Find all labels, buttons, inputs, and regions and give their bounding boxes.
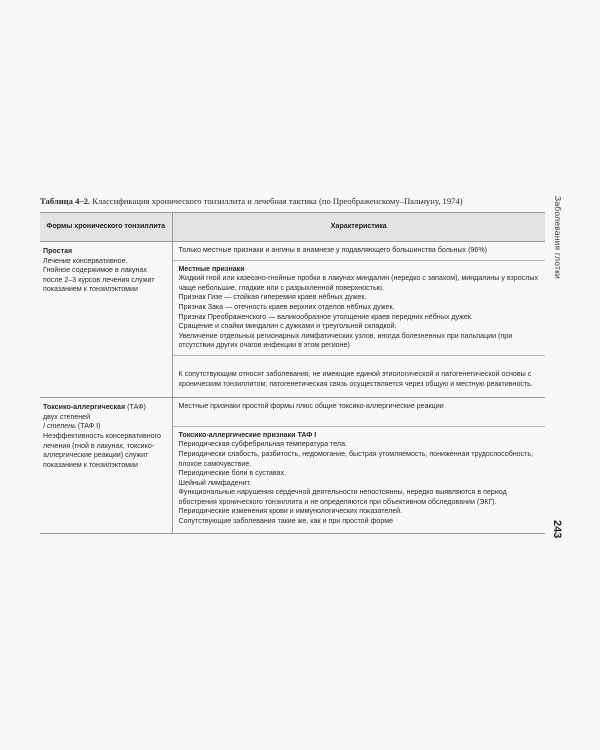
char-line: Признак Преображенского — валикообразное утолщение краев передних нёбных дужек. (178, 312, 473, 321)
classification-table (40, 212, 545, 534)
char-line: Сращение и спайки миндалин с дужками и треугольной складкой. (178, 322, 397, 331)
form-cell-simple (40, 242, 172, 398)
table-caption-label: Таблица 4–2. (40, 196, 91, 206)
char-block (173, 398, 546, 426)
char-line: Периодически слабость, разбитость, недомогание, быстрая утомляемость, пониженная трудоспособность, плохое самочувствие. (178, 449, 534, 468)
char-line: Функциональные нарушения сердечной деятельности непостоянны, нередко выявляются в период обострения хронического тонзиллита и не определяются при объективном обследовании (ЭКГ). (178, 488, 507, 506)
char-line: Сопутствующие заболевания такие же, как и при простой форме (178, 517, 394, 526)
char-line: Увеличение отдельных регионарных лимфатических узлов, иногда болезненных при пальпации (при отсутствии других очагов инфекции в этом регионе) (178, 331, 513, 350)
char-block (173, 426, 546, 533)
form-text-line: Неэффективность консервативного лечения (гной в лакунах, токсико-аллергические реакции) служит показанием к тонзилэктомии (43, 431, 161, 469)
form-title-suffix: (ТАФ) (125, 403, 146, 412)
header-forms: Формы хронического тонзиллита (40, 213, 172, 242)
char-block (173, 260, 546, 355)
char-line: Признак Зака — отечность краев верхних отделов нёбных дужек. (178, 302, 395, 311)
form-degree-line (43, 422, 168, 432)
char-line: Периодические боли в суставах. (178, 469, 287, 478)
form-title-simple: Простая (43, 247, 73, 255)
char-line: Признак Гизе — стойкая гиперемия краев нёбных дужек. (178, 293, 367, 302)
characteristics-cell-toxic-allergic (172, 398, 545, 534)
form-text-line: Гнойное содержимое в лакунах после 2–3 курсов лечения служит показанием к тонзилэктомии (43, 266, 155, 294)
header-characteristics: Характеристика (172, 213, 545, 242)
char-block-title: Токсико-аллергические признаки ТАФ I (178, 430, 317, 439)
table-caption (40, 196, 545, 207)
char-line: Периодические изменения крови и иммунологических показателей. (178, 507, 403, 516)
char-line: Местные признаки простой формы плюс общие токсико-аллергические реакции (178, 402, 444, 411)
table-header-row (40, 213, 545, 242)
char-block (173, 242, 546, 260)
form-text-line: Лечение консервативное. (43, 256, 128, 265)
char-line: Жидкий гной или казеозно-гнойные пробки в лакунах миндалин (нередко с запахом), миндалины у взрослых чаще небольшие, гладкие или с разрыхленной поверхностью. (178, 274, 539, 292)
form-title-toxic-allergic: Токсико-аллергическая (43, 403, 126, 412)
char-line: Периодическая субфебрильная температура тела. (178, 440, 347, 449)
char-line: К сопутствующим относят заболевания, не имеющие единой этиологической и патогенетической основы с хроническим тонзиллитом; патогенетическая связь осуществляется через общую и местную реактивность. (178, 369, 533, 388)
section-running-head: Заболевания глотки (553, 196, 563, 279)
page-number: 243 (551, 520, 563, 539)
form-degree-suffix: (ТАФ I) (75, 422, 101, 431)
char-block (173, 355, 546, 397)
form-text-line: двух степеней (43, 412, 91, 421)
form-cell-toxic-allergic (40, 398, 172, 534)
form-title-line (43, 403, 168, 413)
characteristics-cell-simple (172, 242, 545, 398)
char-block-title: Местные признаки (178, 264, 245, 273)
char-line: Шейный лимфаденит. (178, 478, 252, 487)
char-line: Только местные признаки и ангины в анамнезе у подавляющего большинства больных (96%) (178, 246, 487, 254)
form-degree: I степень (43, 422, 76, 431)
table-row-simple (40, 242, 545, 398)
table-caption-text: Классификация хронического тонзиллита и лечебная тактика (по Преображенскому–Пальчуну, 1974) (92, 196, 463, 206)
table-row-toxic-allergic (40, 398, 545, 534)
